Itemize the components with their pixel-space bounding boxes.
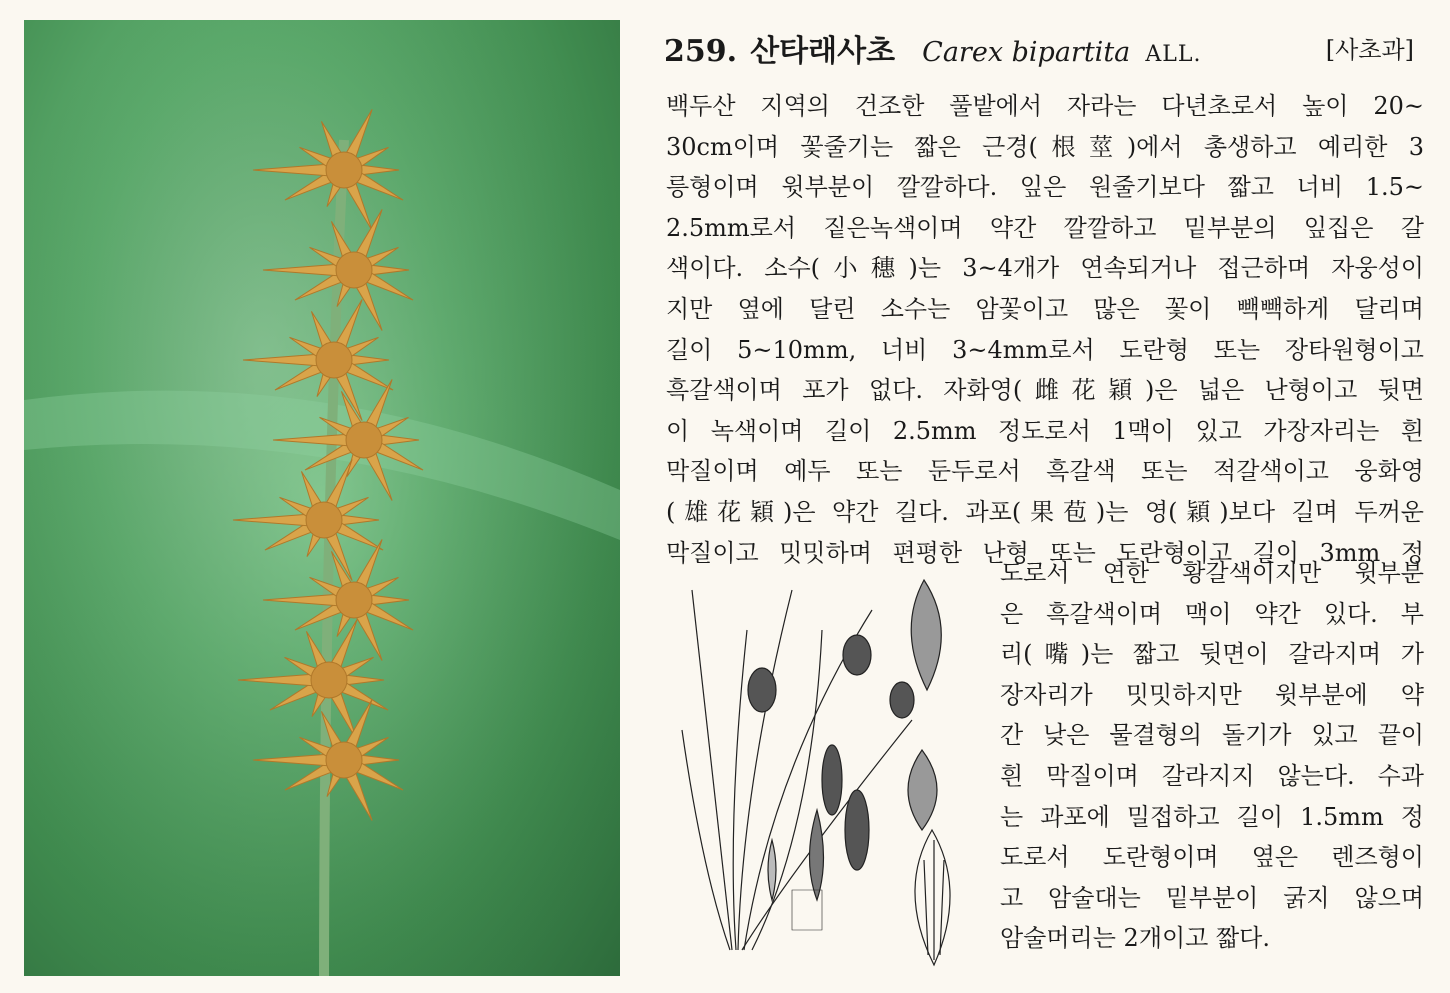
description-body <box>666 86 1424 573</box>
description-line: (雄花穎)은 약간 길다. 과포(果苞)는 영(穎)보다 길며 두꺼운 <box>666 497 1424 526</box>
spikelet-center <box>306 502 342 538</box>
description-body-continued <box>1000 553 1424 959</box>
description-line: 도로서 연한 황갈색이지만 윗부분 <box>1000 559 1424 587</box>
description-line: 암술머리는 2개이고 짧다. <box>1000 924 1270 953</box>
description-line: 흰 막질이며 갈라지지 않는다. 수과 <box>1000 761 1424 790</box>
spikelet-center <box>346 422 382 458</box>
description-line: 은 흑갈색이며 맥이 약간 있다. 부 <box>1000 599 1424 628</box>
description-line: 막질이고 밋밋하며 편평한 난형 또는 도란형이고 길이 3mm 정 <box>666 538 1424 567</box>
illustration-leaves <box>682 590 912 950</box>
description-line: 흑갈색이며 포가 없다. 자화영(雌花穎)은 넓은 난형이고 뒷면 <box>666 376 1424 405</box>
spikelet-center <box>336 582 372 618</box>
description-line: 지만 옆에 달린 소수는 암꽃이고 많은 꽃이 빽빽하게 달리며 <box>666 294 1424 323</box>
spikelet-center <box>326 152 362 188</box>
sedge-photo-drawing <box>24 20 620 976</box>
spikelet-center <box>316 342 352 378</box>
scientific-name: Carex bipartita <box>922 37 1131 68</box>
description-line: 이 녹색이며 길이 2.5mm 정도로서 1맥이 있고 가장자리는 흰 <box>666 416 1424 445</box>
description-line: 30cm이며 꽃줄기는 짧은 근경(根莖)에서 총생하고 예리한 3 <box>666 132 1424 161</box>
description-line: 릉형이며 윗부분이 깔깔하다. 잎은 원줄기보다 짧고 너비 1.5~ <box>666 173 1424 202</box>
description-line: 고 암술대는 밑부분이 굵지 않으며 <box>1000 883 1424 912</box>
description-line: 리(嘴)는 짧고 뒷면이 갈라지며 가 <box>1000 640 1424 669</box>
korean-name: 산타래사초 <box>750 34 896 69</box>
spikelet-center <box>311 662 347 698</box>
description-line: 는 과포에 밀접하고 길이 1.5mm 정 <box>1000 802 1424 831</box>
description-line: 도로서 도란형이며 옆은 렌즈형이 <box>1000 843 1424 872</box>
spikelet-center <box>336 252 372 288</box>
entry-number: 259. <box>664 34 738 69</box>
botanical-illustration <box>672 570 982 970</box>
description-line: 2.5mm로서 짙은녹색이며 약간 깔깔하고 밑부분의 잎집은 갈 <box>666 213 1424 242</box>
description-line: 막질이며 예두 또는 둔두로서 흑갈색 또는 적갈색이고 웅화영 <box>666 457 1424 486</box>
entry-header <box>664 26 1414 68</box>
description-line: 장자리가 밋밋하지만 윗부분에 약 <box>1000 680 1424 709</box>
description-line: 길이 5~10mm, 너비 3~4mm로서 도란형 또는 장타원형이고 <box>666 335 1424 364</box>
description-line: 색이다. 소수(小穗)는 3~4개가 연속되거나 접근하며 자웅성이 <box>666 254 1424 283</box>
description-line: 백두산 지역의 건조한 풀밭에서 자라는 다년초로서 높이 20~ <box>666 92 1424 120</box>
plant-photo <box>24 20 620 976</box>
spikelet-center <box>326 742 362 778</box>
description-line: 간 낮은 물결형의 돌기가 있고 끝이 <box>1000 721 1424 750</box>
family-name: [사초과] <box>1325 36 1414 64</box>
author-abbreviation: ALL. <box>1145 42 1202 67</box>
